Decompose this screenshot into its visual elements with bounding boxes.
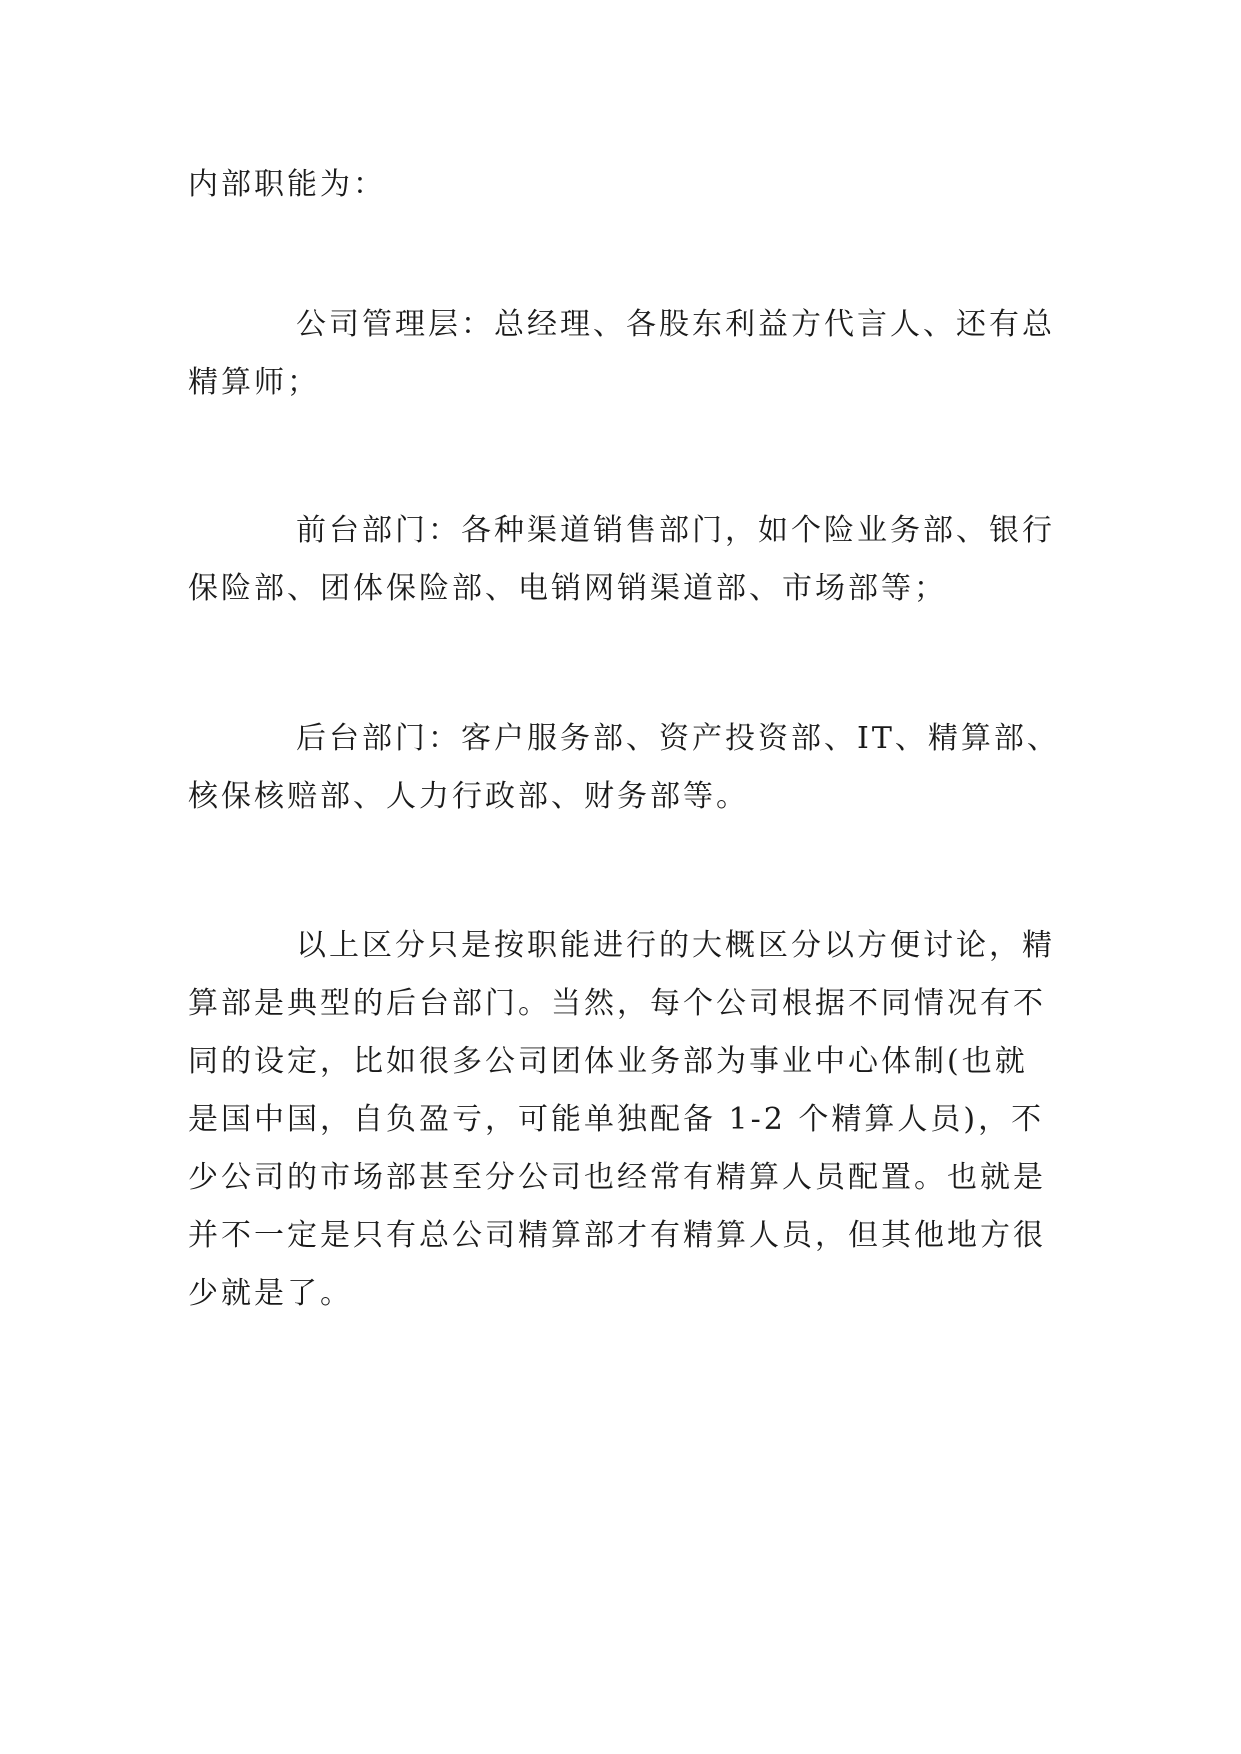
intro-text: 内部职能为： — [188, 167, 386, 202]
paragraph-line: 后台部门：客户服务部、资产投资部、IT、精算部、 — [296, 721, 1060, 756]
paragraph-line: 算部是典型的后台部门。当然，每个公司根据不同情况有不 — [188, 986, 1046, 1021]
paragraph-line: 保险部、团体保险部、电销网销渠道部、市场部等； — [188, 571, 947, 606]
paragraph-line: 前台部门：各种渠道销售部门，如个险业务部、银行 — [296, 513, 1055, 548]
paragraph-line: 公司管理层：总经理、各股东利益方代言人、还有总 — [296, 307, 1055, 342]
paragraph-back-office — [188, 710, 1060, 826]
intro-heading — [188, 156, 1050, 214]
paragraph-line: 少就是了。 — [188, 1276, 353, 1311]
paragraph-management — [188, 296, 1055, 412]
paragraph-front-office — [188, 502, 1055, 618]
paragraph-line: 是国中国，自负盈亏，可能单独配备 1-2 个精算人员)，不 — [188, 1102, 1045, 1137]
paragraph-discussion — [188, 917, 1055, 1323]
paragraph-line: 少公司的市场部甚至分公司也经常有精算人员配置。也就是 — [188, 1160, 1046, 1195]
paragraph-line: 精算师； — [188, 365, 320, 400]
paragraph-line: 以上区分只是按职能进行的大概区分以方便讨论，精 — [296, 928, 1055, 963]
paragraph-line: 并不一定是只有总公司精算部才有精算人员，但其他地方很 — [188, 1218, 1046, 1253]
paragraph-line: 核保核赔部、人力行政部、财务部等。 — [188, 779, 749, 814]
paragraph-line: 同的设定，比如很多公司团体业务部为事业中心体制(也就 — [188, 1044, 1028, 1079]
